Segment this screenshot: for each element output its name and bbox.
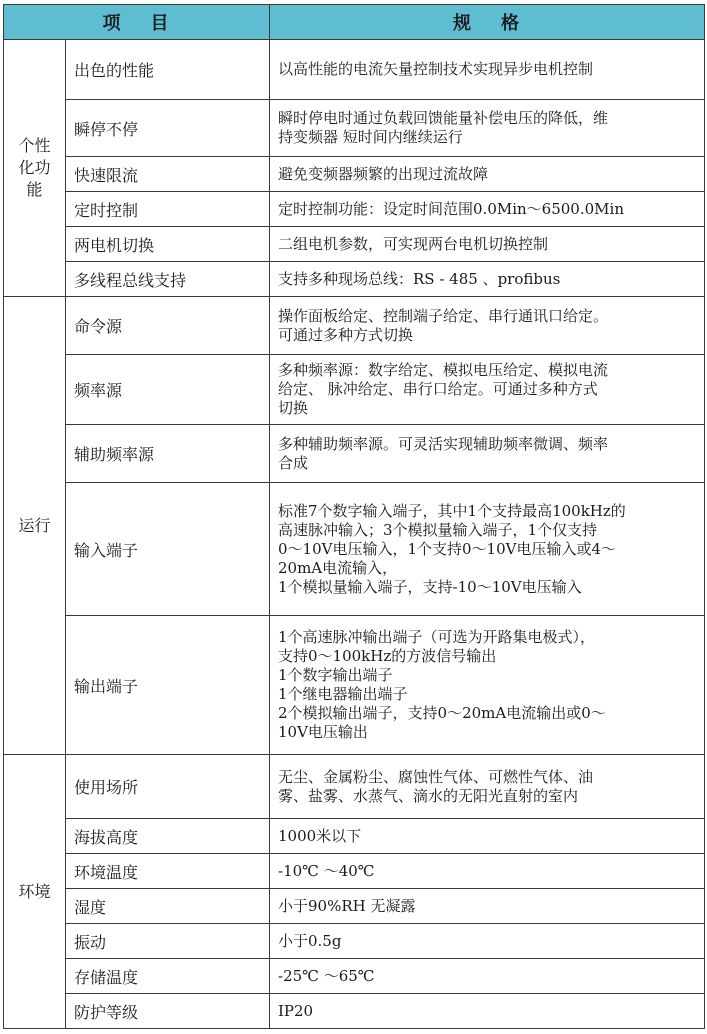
item-name: 输入端子 [66, 483, 270, 616]
item-name: 辅助频率源 [66, 425, 270, 483]
item-name: 定时控制 [66, 192, 270, 227]
table-row [4, 157, 705, 192]
table-row [4, 819, 705, 854]
item-name: 防护等级 [66, 994, 270, 1029]
item-spec: 多种频率源：数字给定、模拟电压给定、模拟电流 给定、 脉冲给定、串行口给定。可通过多种方式 切换 [270, 355, 705, 425]
item-spec: 避免变频器频繁的出现过流故障 [270, 157, 705, 192]
table-row [4, 297, 705, 355]
item-spec: 以高性能的电流矢量控制技术实现异步电机控制 [270, 40, 705, 100]
table-row [4, 192, 705, 227]
table-header [4, 5, 705, 40]
table-row [4, 227, 705, 262]
item-spec: IP20 [270, 994, 705, 1029]
item-name: 两电机切换 [66, 227, 270, 262]
item-name: 使用场所 [66, 755, 270, 819]
item-name: 振动 [66, 924, 270, 959]
item-name: 出色的性能 [66, 40, 270, 100]
item-spec: -25℃ ～65℃ [270, 959, 705, 994]
item-name: 多线程总线支持 [66, 262, 270, 297]
item-spec: 二组电机参数，可实现两台电机切换控制 [270, 227, 705, 262]
item-name: 输出端子 [66, 616, 270, 755]
category-cell: 环境 [4, 755, 66, 1029]
table-row [4, 262, 705, 297]
item-spec: -10℃ ～40℃ [270, 854, 705, 889]
table-row [4, 854, 705, 889]
item-name: 存储温度 [66, 959, 270, 994]
item-spec: 多种辅助频率源。可灵活实现辅助频率微调、频率 合成 [270, 425, 705, 483]
item-name: 环境温度 [66, 854, 270, 889]
item-spec: 操作面板给定、控制端子给定、串行通讯口给定。 可通过多种方式切换 [270, 297, 705, 355]
item-spec: 定时控制功能：设定时间范围0.0Min～6500.0Min [270, 192, 705, 227]
table-row [4, 616, 705, 755]
item-spec: 支持多种现场总线：RS - 485 、profibus [270, 262, 705, 297]
item-spec: 标准7个数字输入端子，其中1个支持最高100kHz的 高速脉冲输入；3个模拟量输入端子，1个仅支持 0～10V电压输入，1个支持0～10V电压输入或4～ 20mA电流输入， 1个模拟量输入端子，支持-10～10V电压输入 [270, 483, 705, 616]
item-spec: 小于90%RH 无凝露 [270, 889, 705, 924]
item-spec: 1000米以下 [270, 819, 705, 854]
item-name: 频率源 [66, 355, 270, 425]
table-row [4, 889, 705, 924]
table-row [4, 755, 705, 819]
table-row [4, 924, 705, 959]
item-spec: 无尘、金属粉尘、腐蚀性气体、可燃性气体、油 雾、盐雾、水蒸气、滴水的无阳光直射的室内 [270, 755, 705, 819]
item-name: 命令源 [66, 297, 270, 355]
table-row [4, 425, 705, 483]
specification-table [3, 4, 705, 1029]
table-row [4, 483, 705, 616]
table-row [4, 959, 705, 994]
header-item: 项 目 [4, 5, 270, 40]
table-row [4, 40, 705, 100]
item-spec: 瞬时停电时通过负载回馈能量补偿电压的降低，维 持变频器 短时间内继续运行 [270, 100, 705, 157]
table-row [4, 355, 705, 425]
header-spec: 规 格 [270, 5, 705, 40]
category-cell: 运行 [4, 297, 66, 755]
item-name: 湿度 [66, 889, 270, 924]
item-name: 海拔高度 [66, 819, 270, 854]
item-name: 瞬停不停 [66, 100, 270, 157]
table-row [4, 100, 705, 157]
category-cell: 个性 化功 能 [4, 40, 66, 297]
table-row [4, 994, 705, 1029]
item-name: 快速限流 [66, 157, 270, 192]
item-spec: 小于0.5g [270, 924, 705, 959]
item-spec: 1个高速脉冲输出端子（可选为开路集电极式）， 支持0～100kHz的方波信号输出 1个数字输出端子 1个继电器输出端子 2个模拟输出端子，支持0～20mA电流输出或0～ 10V电压输出 [270, 616, 705, 755]
